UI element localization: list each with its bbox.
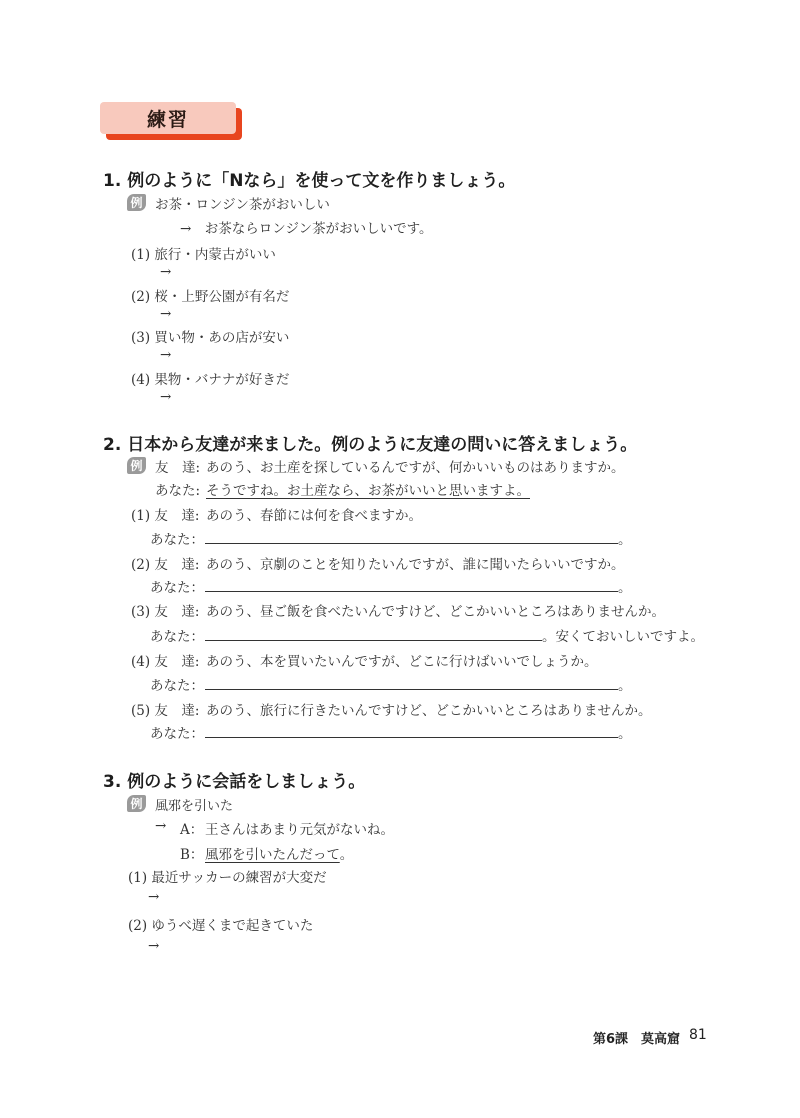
ex3-example-b-underlined: 風邪を引いたんだって [205, 847, 340, 863]
lesson-footer: 第6課 莫高窟 [593, 1032, 681, 1047]
ex1-item-2: (2) 桜・上野公園が有名だ [131, 289, 290, 305]
section-title-box [100, 102, 242, 140]
ex2-item-5-end: 。 [618, 726, 632, 742]
ex2-item-4-end: 。 [618, 678, 632, 694]
exercise-1-heading: 1. 例のように「Nなら」を使って文を作りましょう。 [103, 171, 516, 191]
ex2-item-5-you: あなた： [150, 726, 204, 742]
answer-blank[interactable] [205, 689, 618, 690]
answer-blank[interactable] [205, 737, 618, 738]
ex3-example-b-end: 。 [339, 847, 354, 863]
ex2-item-2-you: あなた： [150, 580, 204, 596]
ex3-example-a-arrow: → [155, 818, 167, 834]
page-number: 81 [689, 1027, 707, 1043]
ex3-item-1-arrow: → [148, 889, 160, 905]
exercise-3-heading: 3. 例のように会話をしましょう。 [103, 772, 366, 792]
ex2-example-you-text: そうですね。お土産なら、お茶がいいと思いますよ。 [206, 483, 530, 499]
ex2-item-2-label: (2) 友 達: [131, 557, 200, 573]
ex1-example-prompt: お茶・ロンジン茶がおいしい [155, 197, 330, 213]
answer-blank[interactable] [205, 591, 618, 592]
example-badge: 例 [127, 194, 146, 211]
answer-blank[interactable] [205, 640, 542, 641]
ex1-item-1: (1) 旅行・内蒙古がいい [131, 247, 276, 263]
ex3-item-2-arrow: → [148, 938, 160, 954]
ex1-item-2-arrow: → [160, 306, 172, 322]
ex2-item-4-question: あのう、本を買いたいんですが、どこに行けばいいでしょうか。 [206, 654, 598, 670]
ex2-item-2-end: 。 [618, 580, 632, 596]
ex1-item-3-arrow: → [160, 347, 172, 363]
ex3-example-a-text: 王さんはあまり元気がないね。 [205, 822, 394, 838]
ex3-item-1: (1) 最近サッカーの練習が大変だ [128, 870, 327, 886]
ex2-item-3-question: あのう、昼ご飯を食べたいんですけど、どこかいいところはありませんか。 [206, 604, 665, 620]
ex2-item-4-you: あなた： [150, 678, 204, 694]
ex3-example-a-label: A： [180, 822, 204, 838]
ex2-example-you-label: あなた: [155, 483, 201, 499]
exercise-2-heading: 2. 日本から友達が来ました。例のように友達の問いに答えましょう。 [103, 435, 638, 455]
ex3-example-prompt: 風邪を引いた [155, 799, 234, 814]
ex1-item-1-arrow: → [160, 264, 172, 280]
example-badge: 例 [127, 457, 146, 474]
ex2-example-friend-label: 友 達: [155, 460, 201, 476]
ex2-item-1-you: あなた： [150, 532, 204, 548]
ex2-item-5-question: あのう、旅行に行きたいんですけど、どこかいいところはありませんか。 [206, 703, 652, 719]
ex2-item-3-end: 。安くておいしいですよ。 [542, 629, 704, 645]
ex2-item-1-question: あのう、春節には何を食べますか。 [206, 508, 422, 524]
ex2-item-1-label: (1) 友 達: [131, 508, 200, 524]
ex2-item-5-label: (5) 友 達: [131, 703, 200, 719]
ex2-item-3-label: (3) 友 達: [131, 604, 200, 620]
ex2-item-2-question: あのう、京劇のことを知りたいんですが、誰に聞いたらいいですか。 [206, 557, 625, 573]
ex1-item-4: (4) 果物・バナナが好きだ [131, 372, 290, 388]
ex1-example-answer: → お茶ならロンジン茶がおいしいです。 [180, 221, 433, 237]
ex2-item-1-end: 。 [618, 532, 632, 548]
answer-blank[interactable] [205, 543, 618, 544]
section-title: 練習 [100, 102, 236, 134]
ex2-example-friend-text: あのう、お土産を探しているんですが、何かいいものはありますか。 [206, 460, 625, 476]
example-badge: 例 [127, 795, 146, 812]
ex2-item-3-you: あなた： [150, 629, 204, 645]
ex2-item-4-label: (4) 友 達: [131, 654, 200, 670]
ex1-item-4-arrow: → [160, 389, 172, 405]
ex3-example-b-text [205, 843, 353, 863]
ex3-item-2: (2) ゆうべ遅くまで起きていた [128, 918, 314, 934]
ex1-item-3: (3) 買い物・あの店が安い [131, 330, 290, 346]
ex3-example-b-label: B： [180, 847, 204, 863]
